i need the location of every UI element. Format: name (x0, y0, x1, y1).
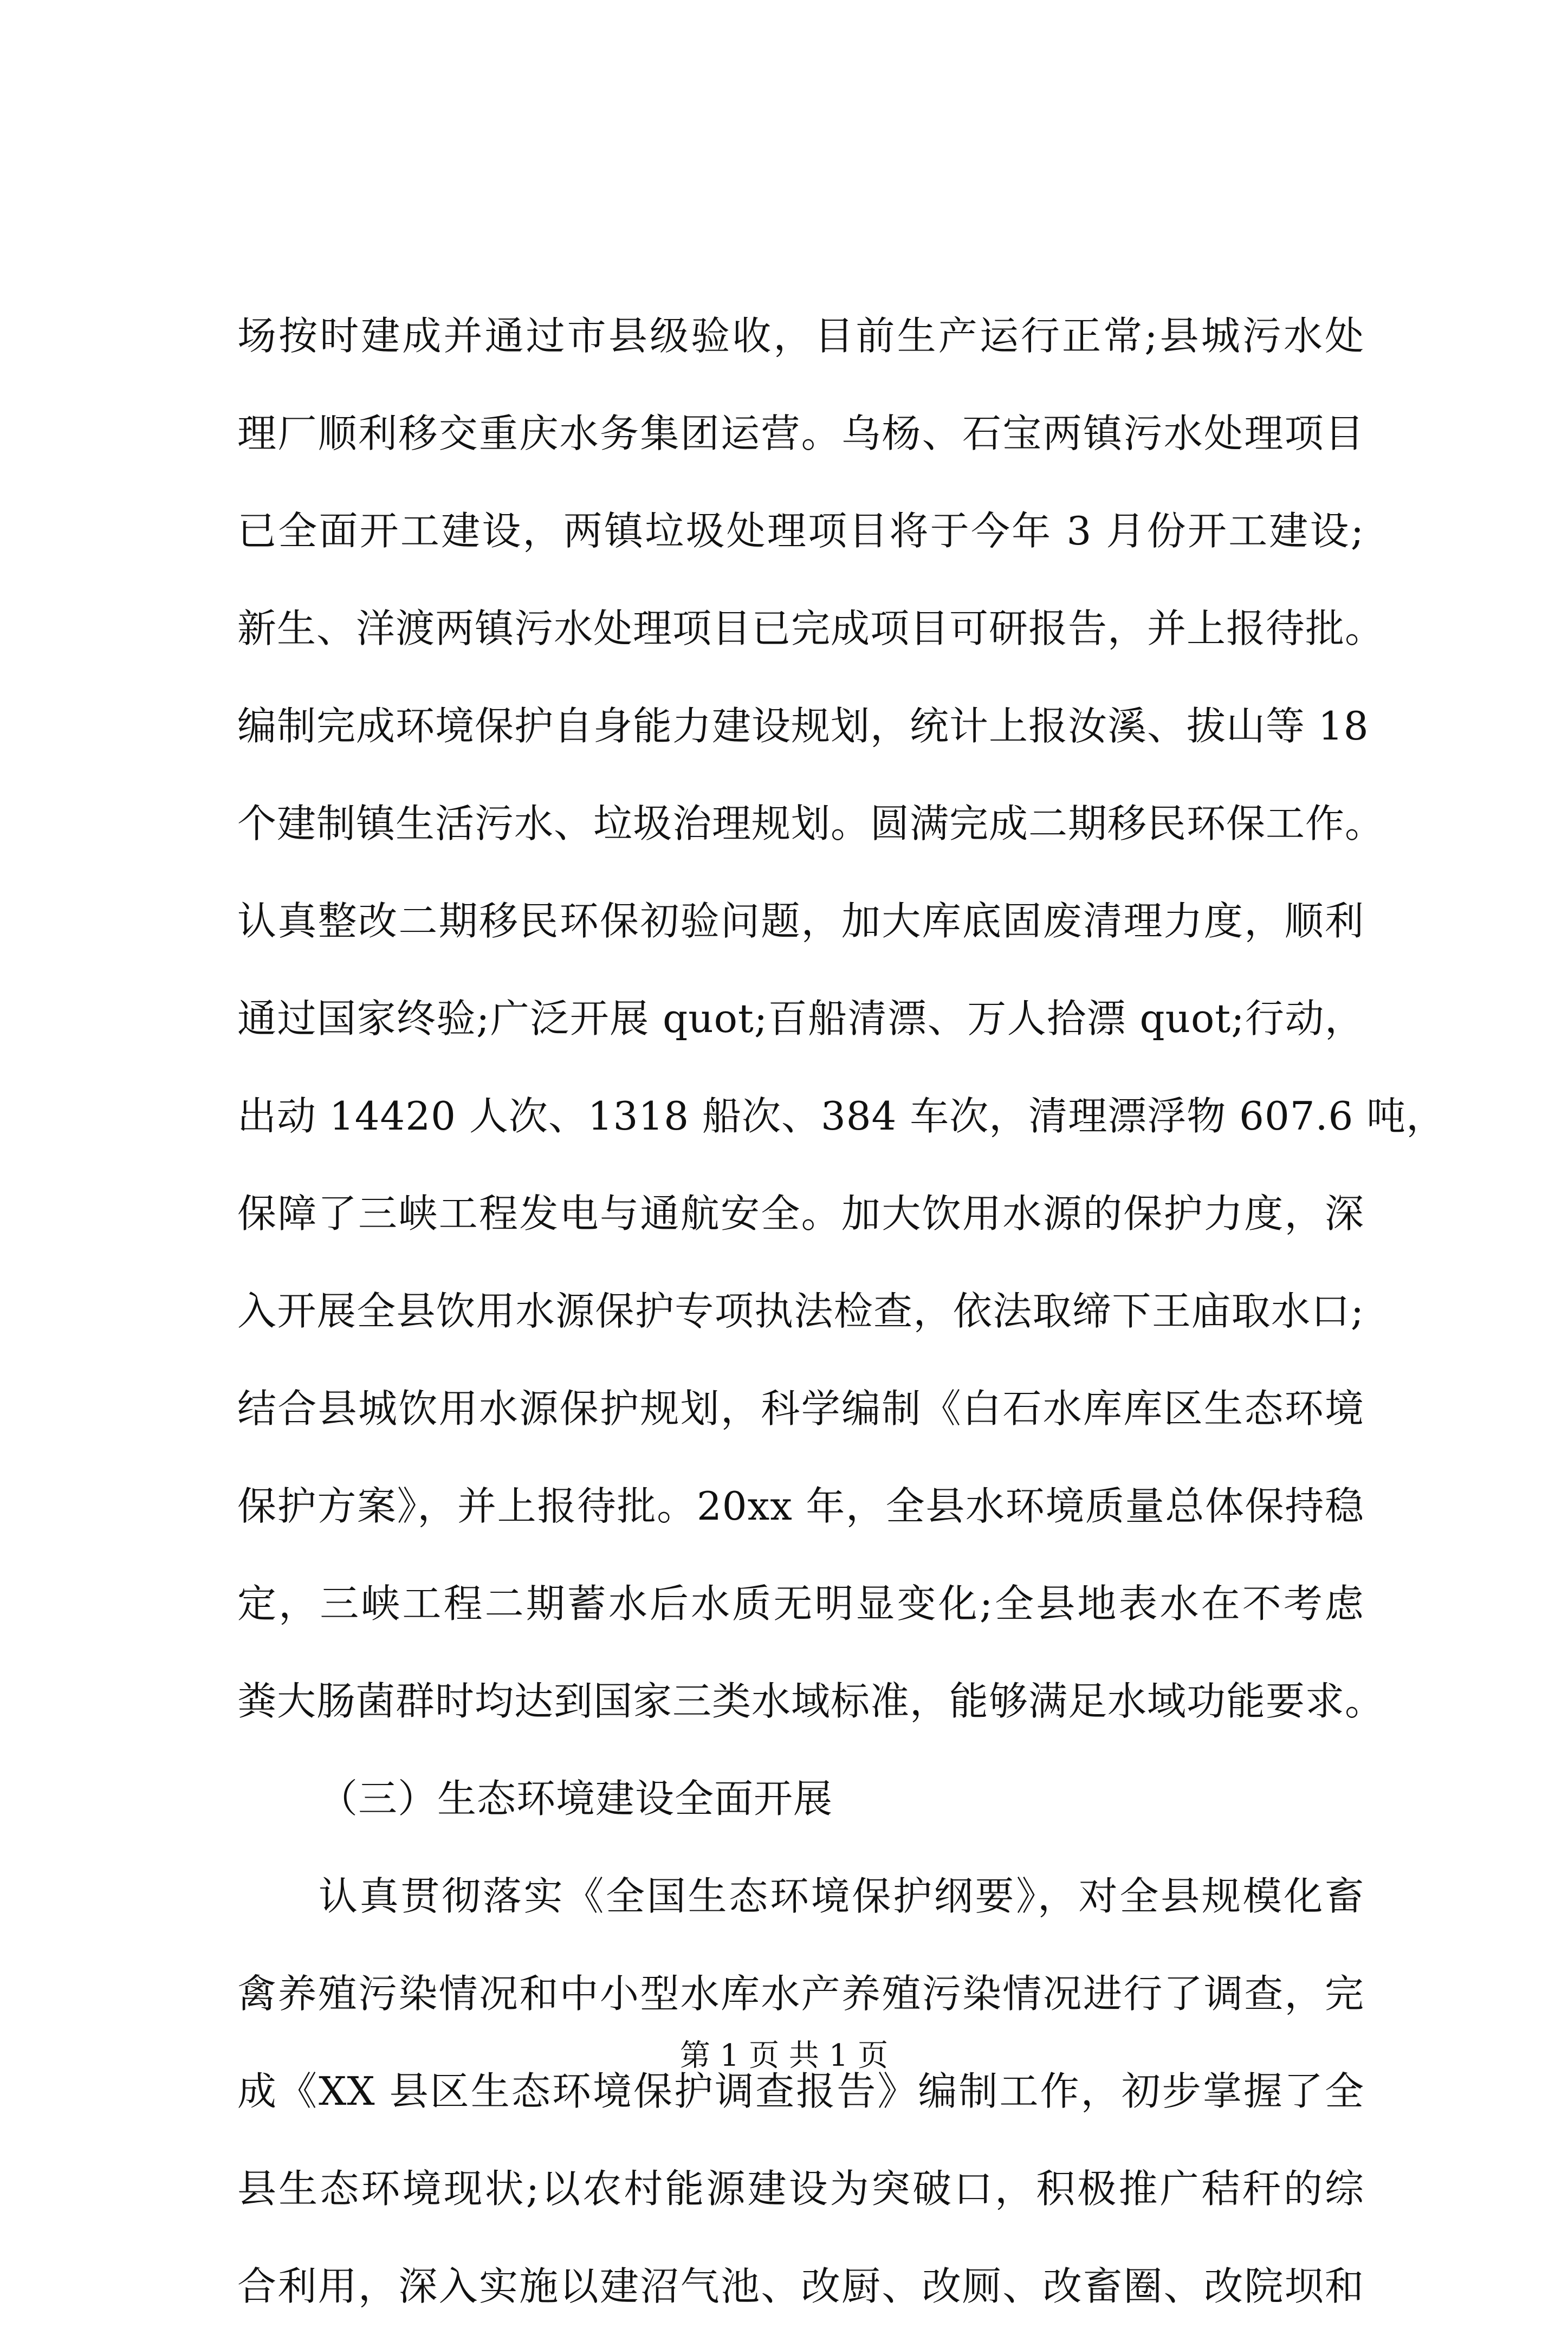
body-line-14: 定，三峡工程二期蓄水后水质无明显变化;全县地表水在不考虑 (237, 1581, 1364, 1626)
section-heading: （三）生态环境建设全面开展 (319, 1776, 833, 1821)
page-number-footer: 第 1 页 共 1 页 (679, 2038, 889, 2073)
body-line-12: 结合县城饮用水源保护规划，科学编制《白石水库库区生态环境 (237, 1386, 1364, 1431)
body-line-7: 认真整改二期移民环保初验问题，加大库底固废清理力度，顺利 (237, 898, 1364, 944)
body-line-10: 保障了三峡工程发电与通航安全。加大饮用水源的保护力度，深 (237, 1191, 1364, 1236)
document-body (237, 287, 1446, 2335)
body-line-5: 编制完成环境保护自身能力建设规划，统计上报汝溪、拔山等 18 (237, 703, 1369, 749)
body-line-11: 入开展全县饮用水源保护专项执法检查，依法取缔下王庙取水口; (237, 1288, 1364, 1334)
body-line-15: 粪大肠菌群时均达到国家三类水域标准，能够满足水域功能要求。 (237, 1678, 1385, 1724)
section-line-5: 合利用，深入实施以建沼气池、改厨、改厕、改畜圈、改院坝和 (237, 2263, 1364, 2309)
section-line-1: 认真贯彻落实《全国生态环境保护纲要》，对全县规模化畜 (319, 1873, 1364, 1919)
body-line-9: 出动 14420 人次、1318 船次、384 车次，清理漂浮物 607.6 吨， (237, 1093, 1446, 1139)
body-line-8: 通过国家终验;广泛开展 quot;百船清漂、万人拾漂 quot;行动， (237, 996, 1364, 1041)
section-line-3: 成《XX 县区生态环境保护调查报告》编制工作，初步掌握了全 (237, 2068, 1364, 2114)
body-line-6: 个建制镇生活污水、垃圾治理规划。圆满完成二期移民环保工作。 (237, 801, 1385, 846)
section-line-4: 县生态环境现状;以农村能源建设为突破口，积极推广秸秆的综 (237, 2166, 1364, 2211)
body-line-1: 场按时建成并通过市县级验收，目前生产运行正常;县城污水处 (237, 313, 1364, 359)
section-line-2: 禽养殖污染情况和中小型水库水产养殖污染情况进行了调查，完 (237, 1971, 1364, 2016)
body-line-2: 理厂顺利移交重庆水务集团运营。乌杨、石宝两镇污水处理项目 (237, 411, 1364, 456)
body-line-4: 新生、洋渡两镇污水处理项目已完成项目可研报告，并上报待批。 (237, 606, 1385, 651)
body-line-3: 已全面开工建设，两镇垃圾处理项目将于今年 3 月份开工建设; (237, 508, 1364, 554)
body-line-13: 保护方案》，并上报待批。20xx 年，全县水环境质量总体保持稳 (237, 1483, 1364, 1529)
